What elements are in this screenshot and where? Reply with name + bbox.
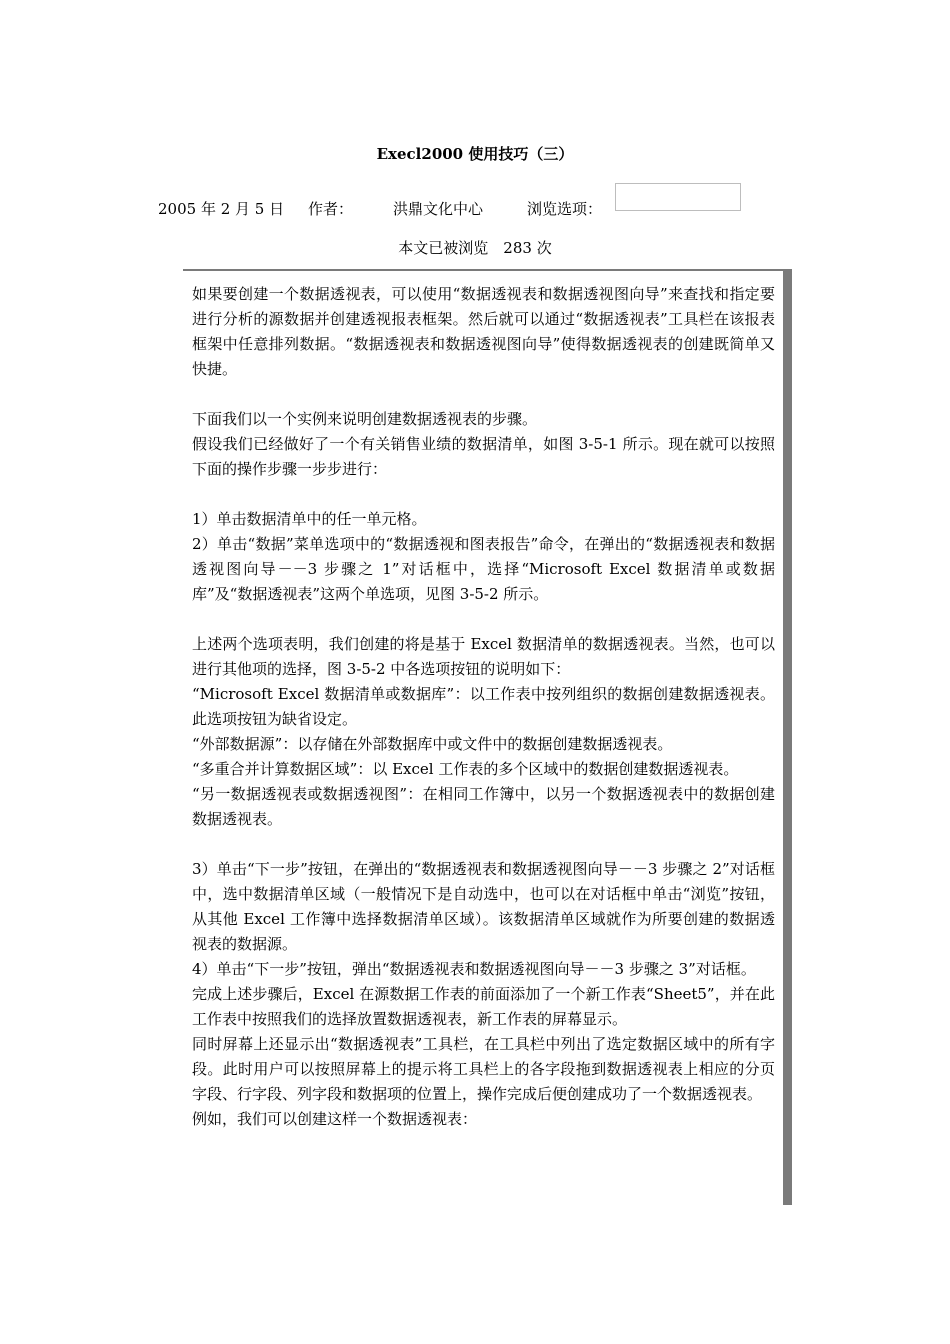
- paragraph-spacer: [192, 607, 775, 632]
- paragraph: 上述两个选项表明，我们创建的将是基于 Excel 数据清单的数据透视表。当然，也可以进行其他项的选择，图 3-5-2 中各选项按钮的说明如下：: [192, 635, 775, 678]
- paragraph-spacer: [192, 482, 775, 507]
- paragraph: 同时屏幕上还显示出“数据透视表”工具栏，在工具栏中列出了选定数据区域中的所有字段。此时用户可以按照屏幕上的提示将工具栏上的各字段拖到数据透视表上相应的分页字段、行字段、列字段和数据项的位置上，操作完成后便创建成功了一个数据透视表。: [192, 1035, 775, 1103]
- paragraph: 假设我们已经做好了一个有关销售业绩的数据清单，如图 3-5-1 所示。现在就可以按照下面的操作步骤一步步进行：: [192, 435, 775, 478]
- paragraph: 3）单击“下一步”按钮，在弹出的“数据透视表和数据透视图向导－－3 步骤之 2”对话框中，选中数据清单区域（一般情况下是自动选中，也可以在对话框中单击“浏览”按钮，从其他 Excel 工作簿中选择数据清单区域）。该数据清单区域就作为所要创建的数据透视表的数据源。: [192, 860, 775, 953]
- view-count: 本文已被浏览 283 次: [398, 239, 552, 257]
- paragraph: 例如，我们可以创建这样一个数据透视表：: [192, 1110, 478, 1128]
- article-body: [192, 282, 775, 1132]
- browse-options-select[interactable]: [615, 183, 741, 211]
- paragraph: 1）单击数据清单中的任一单元格。: [192, 510, 427, 528]
- paragraph: “多重合并计算数据区域”：以 Excel 工作表的多个区域中的数据创建数据透视表。: [192, 760, 739, 778]
- content-top-border: [183, 269, 784, 271]
- paragraph: 4）单击“下一步”按钮，弹出“数据透视表和数据透视图向导－－3 步骤之 3”对话框。: [192, 960, 756, 978]
- paragraph: 如果要创建一个数据透视表，可以使用“数据透视表和数据透视图向导”来查找和指定要进行分析的源数据并创建透视报表框架。然后就可以通过“数据透视表”工具栏在该报表框架中任意排列数据。“数据透视表和数据透视图向导”使得数据透视表的创建既简单又快捷。: [192, 285, 775, 378]
- publish-date: 2005 年 2 月 5 日: [158, 200, 285, 218]
- author-name: 洪鼎文化中心: [393, 200, 484, 218]
- article-title: Execl2000 使用技巧（三）: [376, 145, 574, 163]
- paragraph: 下面我们以一个实例来说明创建数据透视表的步骤。: [192, 410, 538, 428]
- paragraph: 2）单击“数据”菜单选项中的“数据透视和图表报告”命令，在弹出的“数据透视表和数据透视图向导－－3 步骤之 1”对话框中，选择“Microsoft Excel 数据清单或数据库”及“数据透视表”这两个单选项，见图 3-5-2 所示。: [192, 535, 775, 603]
- paragraph: “另一数据透视表或数据透视图”：在相同工作簿中，以另一个数据透视表中的数据创建数据透视表。: [192, 785, 775, 828]
- paragraph-spacer: [192, 832, 775, 857]
- paragraph: “Microsoft Excel 数据清单或数据库”：以工作表中按列组织的数据创建数据透视表。此选项按钮为缺省设定。: [192, 685, 775, 728]
- paragraph-spacer: [192, 382, 775, 407]
- author-label: 作者：: [308, 200, 354, 218]
- paragraph: “外部数据源”：以存储在外部数据库中或文件中的数据创建数据透视表。: [192, 735, 673, 753]
- paragraph: 完成上述步骤后，Excel 在源数据工作表的前面添加了一个新工作表“Sheet5”，并在此工作表中按照我们的选择放置数据透视表，新工作表的屏幕显示。: [192, 985, 775, 1028]
- content-scrollbar[interactable]: [783, 269, 792, 1205]
- browse-options-label: 浏览选项：: [527, 200, 603, 218]
